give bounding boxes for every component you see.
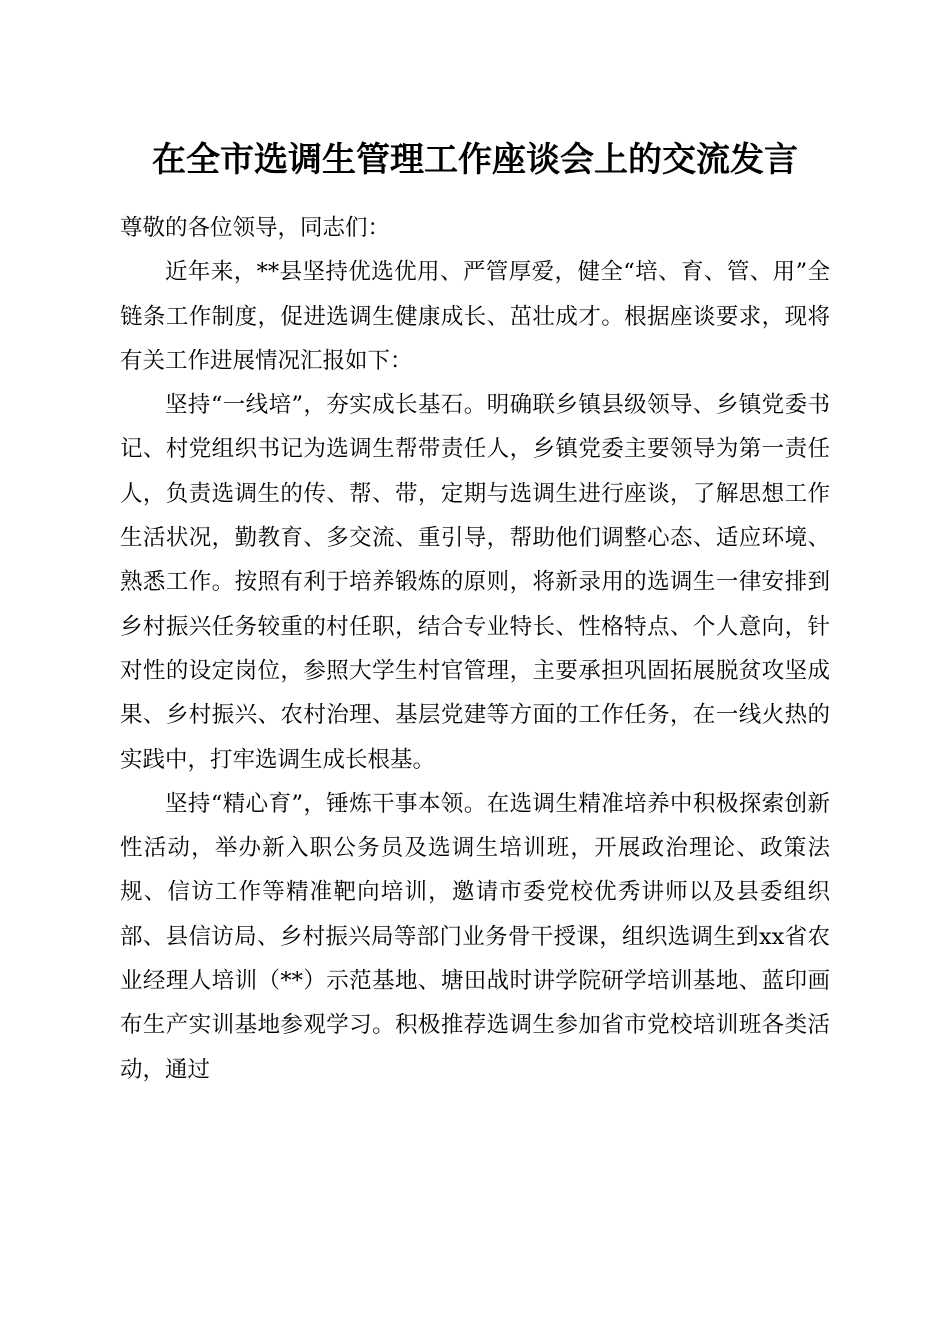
paragraph-frontline-training: 坚持“一线培”，夯实成长基石。明确联乡镇县级领导、乡镇党委书记、村党组织书记为选调生帮带责任人，乡镇党委主要领导为第一责任人，负责选调生的传、帮、带，定期与选调生进行座谈，了解思想工作生活状况，勤教育、多交流、重引导，帮助他们调整心态、适应环境、熟悉工作。按照有利于培养锻炼的原则，将新录用的选调生一律安排到乡村振兴任务较重的村任职，结合专业特长、性格特点、个人意向，针对性的设定岗位，参照大学生村官管理，主要承担巩固拓展脱贫攻坚成果、乡村振兴、农村治理、基层党建等方面的工作任务，在一线火热的实践中，打牢选调生成长根基。 — [120, 392, 830, 773]
document-body — [120, 206, 830, 1092]
salutation: 尊敬的各位领导，同志们： — [120, 215, 391, 241]
paragraph-intro: 近年来，**县坚持优选优用、严管厚爱，健全“培、育、管、用”全链条工作制度，促进选调生健康成长、茁壮成才。根据座谈要求，现将有关工作进展情况汇报如下： — [120, 259, 830, 374]
document-title: 在全市选调生管理工作座谈会上的交流发言 — [152, 140, 798, 180]
paragraph-careful-cultivation: 坚持“精心育”，锤炼干事本领。在选调生精准培养中积极探索创新性活动，举办新入职公务员及选调生培训班，开展政治理论、政策法规、信访工作等精准靶向培训，邀请市委党校优秀讲师以及县委组织部、县信访局、乡村振兴局等部门业务骨干授课，组织选调生到xx省农业经理人培训（**）示范基地、塘田战时讲学院研学培训基地、蓝印画布生产实训基地参观学习。积极推荐选调生参加省市党校培训班各类活动，通过 — [120, 790, 830, 1083]
